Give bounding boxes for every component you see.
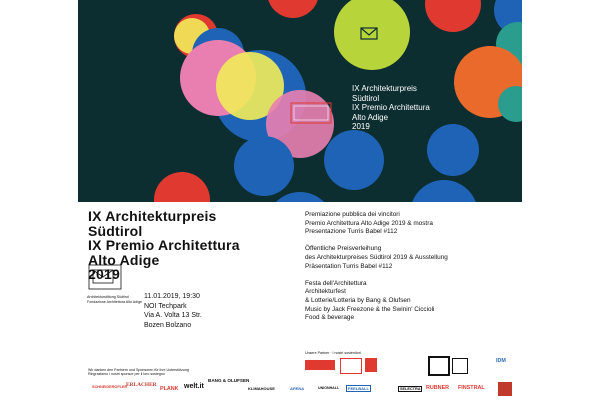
program-line: Öffentliche Preisverleihung bbox=[305, 245, 382, 253]
partner-logo-shield bbox=[365, 358, 377, 372]
sponsor-schneideroefler: SCHNEIDEROFLER bbox=[92, 385, 128, 389]
main-title-line: Südtirol bbox=[88, 222, 143, 239]
program-line: Architekturfest bbox=[305, 288, 346, 296]
sponsor-klimahouse: KLIMAHOUSE bbox=[248, 386, 275, 391]
thanks-line-de: Wir danken den Partnern und Sponsoren für ihre Unterstützung bbox=[88, 368, 189, 372]
program-german bbox=[305, 245, 448, 271]
sponsor-feelball: FEELBALL bbox=[348, 386, 369, 391]
hero-title-line: Alto Adige bbox=[352, 112, 389, 122]
event-datetime: 11.01.2019, 19:30 bbox=[144, 293, 200, 300]
event-info bbox=[144, 292, 202, 330]
program-line: Premiazione pubblica dei vincitori bbox=[305, 211, 400, 218]
hero-title-line: Südtirol bbox=[352, 93, 380, 103]
partner-logo-red bbox=[305, 360, 335, 370]
main-title-line: 2019 bbox=[88, 266, 120, 282]
thanks-line-it: Ringraziamo i nostri sponsor per il loro sostegno bbox=[88, 372, 165, 377]
partner-logo-crest bbox=[340, 358, 362, 374]
foundation-name-it: Fondazione Architettura Alto Adige bbox=[87, 299, 142, 304]
program-line: Präsentation Turris Babel #112 bbox=[305, 262, 393, 270]
program-line: Music by Jack Freezone & the Swinin' Ciccioli bbox=[305, 305, 435, 313]
sponsor-welt: welt.it bbox=[184, 383, 204, 390]
poster bbox=[78, 0, 522, 400]
foundation-logo-icon bbox=[88, 264, 122, 290]
sponsor-finstral: FINSTRAL bbox=[458, 385, 485, 391]
main-title-line: IX Premio Architettura bbox=[88, 237, 240, 253]
program-line: Presentazione Turris Babel #112 bbox=[305, 228, 398, 236]
partner-logo-square bbox=[428, 356, 450, 376]
sponsor-unionhall: UNIONHALL bbox=[318, 386, 340, 390]
program-column bbox=[305, 211, 448, 331]
sponsor-logo-square bbox=[498, 382, 512, 396]
sponsor-erlacher: ERLACHER bbox=[126, 382, 157, 388]
program-italian bbox=[305, 211, 448, 237]
event-venue: NOI Techpark bbox=[144, 302, 187, 310]
program-line: Premio Architettura Alto Adige 2019 & mostra bbox=[305, 219, 433, 227]
sponsor-rubner: RUBNER bbox=[426, 385, 450, 391]
foundation-name-de: Architekturstiftung Südtirol bbox=[87, 295, 129, 299]
hero-artwork bbox=[78, 0, 522, 202]
program-line: Festa dell'Architettura bbox=[305, 279, 367, 287]
hero-title-line: IX Architekturpreis bbox=[352, 84, 417, 93]
program-party bbox=[305, 280, 448, 323]
event-street: Via A. Volta 13 Str. bbox=[144, 312, 202, 319]
main-title-line: Alto Adige bbox=[88, 251, 160, 268]
sponsor-apena: APENA bbox=[290, 386, 305, 391]
program-line: des Architekturpreises Südtirol 2019 & Ausstellung bbox=[305, 253, 448, 261]
hero-title bbox=[352, 84, 430, 132]
sponsor-bang-olufsen: BANG & OLUFSEN bbox=[208, 378, 250, 383]
main-title-line: IX Architekturpreis bbox=[88, 208, 217, 224]
sponsor-idm: IDM bbox=[496, 358, 506, 364]
partners-label: Unsere Partner · I nostri sostenitori bbox=[305, 351, 361, 355]
sponsor-selectra: SELECTRA bbox=[400, 387, 421, 391]
program-line: Food & beverage bbox=[305, 314, 355, 322]
partner-logo-frame bbox=[452, 358, 468, 374]
dots-graphic bbox=[78, 0, 522, 202]
hero-title-line: 2019 bbox=[352, 122, 370, 131]
hero-title-line: IX Premio Architettura bbox=[352, 103, 430, 112]
sponsor-plank: PLANK bbox=[160, 386, 179, 392]
program-line: & Lotterie/Lotteria by Bang & Olufsen bbox=[305, 296, 411, 304]
event-city: Bozen Bolzano bbox=[144, 321, 192, 329]
thanks-text bbox=[88, 368, 189, 377]
